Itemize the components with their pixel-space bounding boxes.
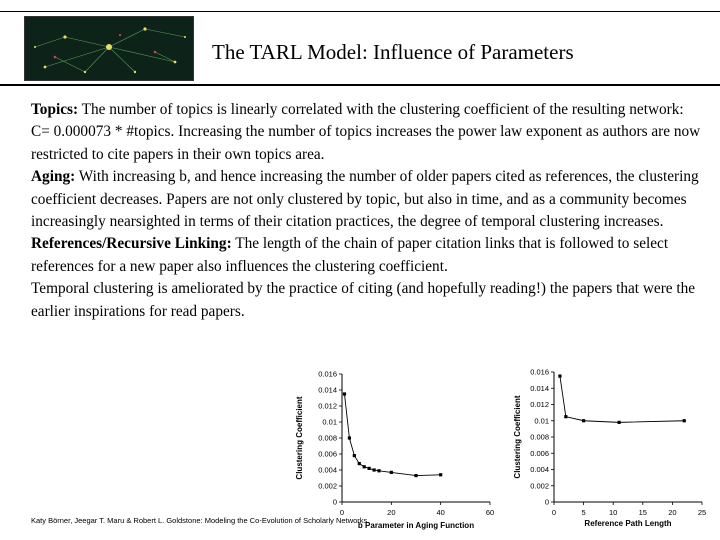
data-point	[439, 473, 442, 476]
y-tick-label: 0.002	[318, 481, 337, 491]
data-point	[343, 392, 346, 395]
y-tick-label: 0.01	[322, 417, 337, 427]
x-axis-label: Reference Path Length	[584, 519, 672, 528]
y-tick-label: 0.014	[530, 383, 549, 393]
data-point	[414, 474, 417, 477]
paragraph-topics: Topics: The number of topics is linearly correlated with the clustering coefficient of the resulting network: C= 0.000073 * #topics. Increasing the number of topics increases the power law exponent as authors are now restricted to cite papers in their own topics area.	[31, 101, 701, 163]
paragraph-aging: Aging: With increasing b, and hence increasing the number of older papers cited as references, the clustering coefficient decreases. Papers are not only clustered by topic, but also in time, and as a community becomes increasingly nearsighted in terms of their citation practices, the degree of temporal clustering increases.	[31, 168, 699, 231]
y-axis-label: Clustering Coefficient	[295, 396, 304, 480]
y-tick-label: 0.008	[318, 433, 337, 443]
data-point	[564, 415, 567, 418]
network-visualization-icon	[24, 16, 194, 81]
y-tick-label: 0.006	[530, 448, 549, 458]
data-point	[618, 421, 621, 424]
x-tick-label: 0	[551, 508, 557, 517]
x-tick-label: 0	[339, 508, 345, 517]
x-tick-label: 20	[668, 508, 677, 517]
x-axis-label: b Parameter in Aging Function	[357, 521, 475, 530]
y-tick-label: 0.008	[530, 432, 549, 442]
top-rule	[0, 11, 720, 12]
series-line	[560, 376, 684, 422]
slide-title: The TARL Model: Influence of Parameters	[212, 40, 574, 64]
x-tick-label: 10	[609, 508, 618, 517]
data-point	[358, 462, 361, 465]
aging-chart	[292, 362, 500, 532]
data-point	[582, 419, 585, 422]
y-tick-label: 0.006	[318, 449, 337, 459]
data-point	[377, 469, 380, 472]
y-tick-label: 0.002	[530, 481, 549, 491]
y-tick-label: 0.004	[530, 465, 549, 474]
x-tick-label: 60	[485, 508, 495, 517]
data-point	[353, 454, 356, 457]
y-tick-label: 0.016	[318, 369, 337, 379]
data-point	[558, 374, 561, 377]
y-axis-label: Clustering Coefficient	[513, 395, 522, 479]
x-tick-label: 5	[581, 508, 586, 517]
data-point	[372, 468, 375, 471]
x-tick-label: 20	[387, 508, 396, 517]
y-tick-label: 0.012	[318, 401, 337, 411]
data-point	[683, 419, 686, 422]
x-tick-label: 25	[697, 508, 707, 517]
slide-body	[31, 99, 701, 323]
y-tick-label: 0.014	[318, 385, 337, 395]
reference-path-chart	[512, 362, 714, 532]
y-tick-label: 0	[544, 497, 549, 507]
footer-citation: Katy Börner, Jeegar T. Maru & Robert L. Goldstone: Modeling the Co-Evolution of Scholarly Networks	[31, 516, 368, 525]
data-point	[390, 471, 393, 474]
y-tick-label: 0	[332, 497, 337, 507]
y-tick-label: 0.016	[530, 367, 549, 377]
x-tick-label: 15	[638, 508, 647, 517]
paragraph-references: References/Recursive Linking: The length of the chain of paper citation links that is followed to select references for a new paper also influences the clustering coefficient.	[31, 235, 669, 275]
data-point	[363, 465, 366, 468]
data-point	[348, 436, 351, 439]
y-tick-label: 0.004	[318, 465, 337, 475]
x-tick-label: 40	[436, 508, 445, 517]
title-rule	[0, 84, 720, 86]
y-tick-label: 0.01	[534, 416, 549, 426]
data-point	[368, 467, 371, 470]
paragraph-temporal: Temporal clustering is ameliorated by the practice of citing (and hopefully reading!) the papers that were the earlier inspirations for read papers.	[31, 280, 696, 320]
y-tick-label: 0.012	[530, 400, 549, 409]
